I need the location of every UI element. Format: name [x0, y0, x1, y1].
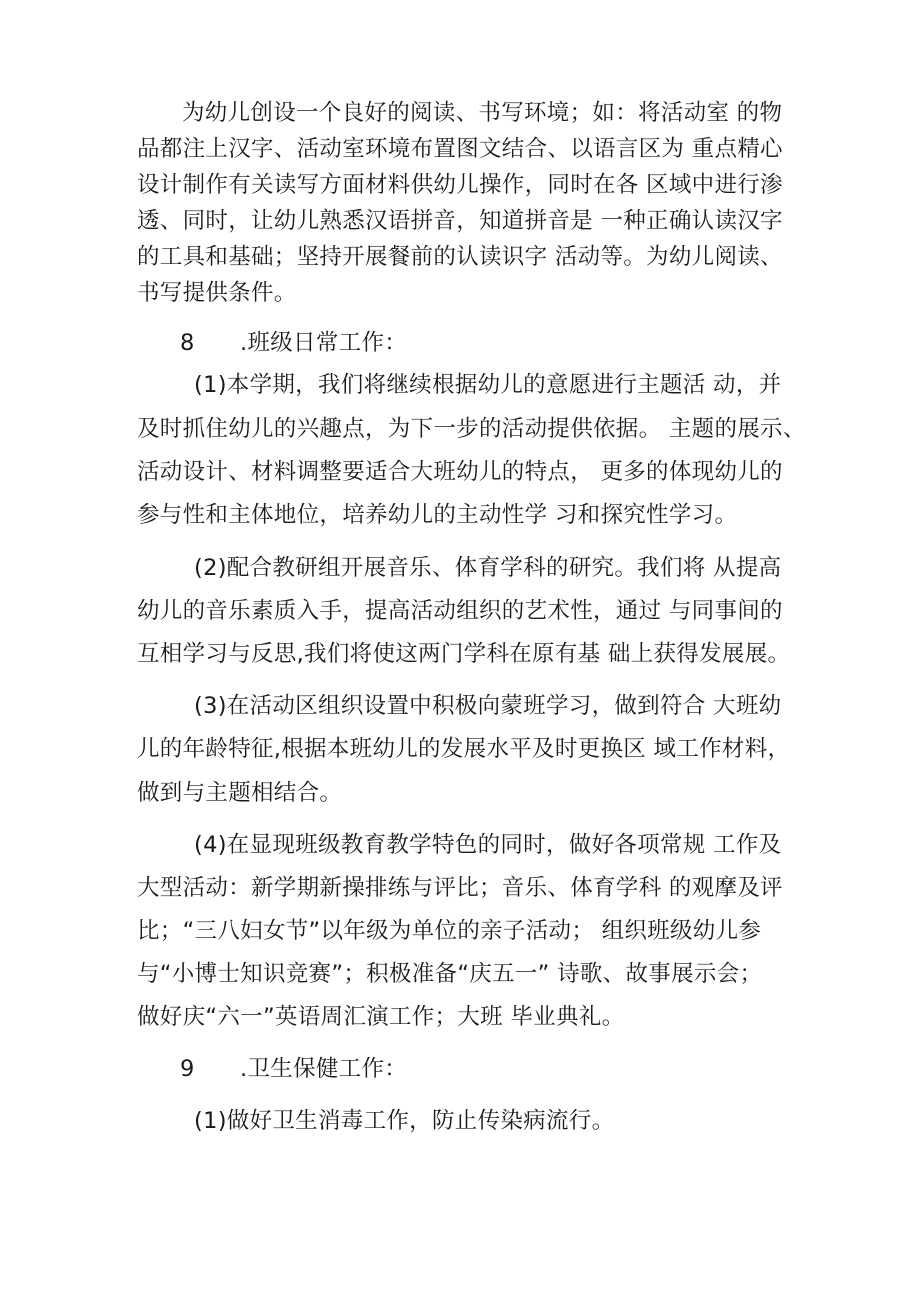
text-line: (1)做好卫生消毒工作，防止传染病流行。 — [194, 1108, 615, 1134]
text-line: 儿的年龄特征,根据本班幼儿的发展水平及时更换区 域工作材料， — [137, 736, 791, 762]
text-line: 幼儿的音乐素质入手，提高活动组织的艺术性，通过 与同事间的 — [137, 598, 783, 624]
text-line: 做到与主题相结合。 — [137, 780, 343, 806]
text-line: (3)在活动区组织设置中积极向蒙班学习，做到符合 大班幼 — [194, 693, 782, 719]
text-line: 书写提供条件。 — [137, 280, 297, 306]
section-title: .卫生保健工作： — [240, 1056, 408, 1082]
text-line: 设计制作有关读写方面材料供幼儿操作，同时在各 区域中进行渗 — [137, 172, 783, 198]
text-line: 为幼儿创设一个良好的阅读、书写环境；如：将活动室 的物 — [182, 100, 783, 126]
section-number: 9 — [180, 1056, 195, 1082]
text-line: 做好庆“六一”英语周汇演工作；大班 毕业典礼。 — [137, 1004, 625, 1030]
text-line: 透、同时，让幼儿熟悉汉语拼音，知道拼音是 一种正确认读汉字 — [137, 208, 783, 234]
section-title: .班级日常工作： — [240, 330, 408, 356]
text-line: (4)在显现班级教育教学特色的同时，做好各项常规 工作及 — [194, 832, 782, 858]
text-line: 与“小博士知识竞赛”；积极准备“庆五一” 诗歌、故事展示会； — [137, 961, 763, 987]
text-line: 互相学习与反思,我们将使这两门学科在原有基 础上获得发展展。 — [137, 641, 791, 667]
section-number: 8 — [180, 330, 195, 356]
text-line: (1)本学期，我们将继续根据幼儿的意愿进行主题活 动，并 — [194, 372, 782, 398]
text-line: 比；“三八妇女节”以年级为单位的亲子活动； 组织班级幼儿参 — [137, 918, 762, 944]
text-line: 及时抓住幼儿的兴趣点，为下一步的活动提供依据。 主题的展示、 — [137, 416, 806, 442]
text-line: 活动设计、材料调整要适合大班幼儿的特点， 更多的体现幼儿的 — [137, 459, 783, 485]
text-line: 大型活动：新学期新操排练与评比；音乐、体育学科 的观摩及评 — [137, 875, 783, 901]
text-line: 品都注上汉字、活动室环境布置图文结合、以语言区为 重点精心 — [137, 136, 783, 162]
text-line: 的工具和基础；坚持开展餐前的认读识字 活动等。为幼儿阅读、 — [137, 244, 783, 270]
text-line: (2)配合教研组开展音乐、体育学科的研究。我们将 从提高 — [194, 555, 782, 581]
text-line: 参与性和主体地位，培养幼儿的主动性学 习和探究性学习。 — [137, 502, 738, 528]
